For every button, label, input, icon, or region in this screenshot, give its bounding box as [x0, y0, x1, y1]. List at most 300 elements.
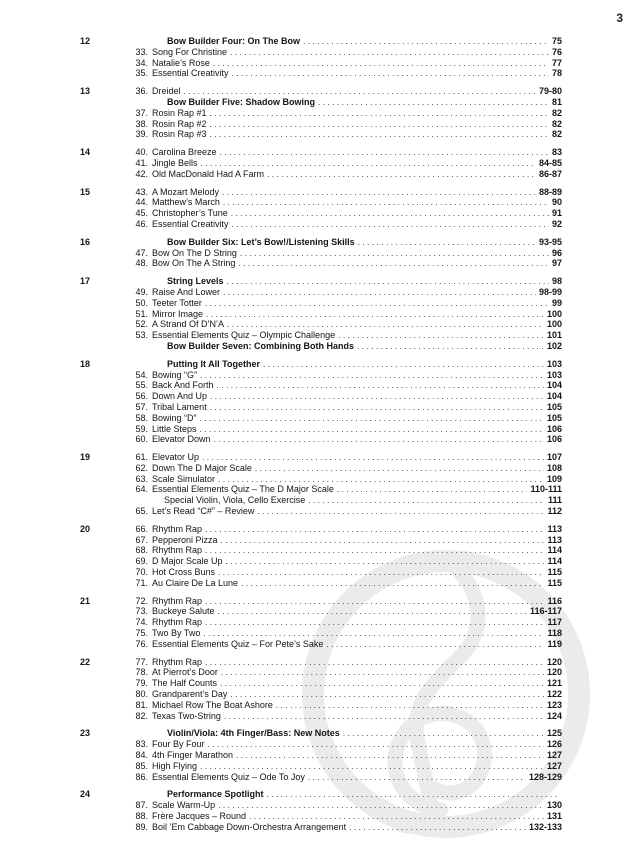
toc-entry: [130, 678, 562, 689]
dot-leader: [240, 248, 549, 259]
toc-entry: [130, 700, 562, 711]
entry-title: Back And Forth: [152, 380, 214, 391]
dot-leader: [267, 169, 536, 180]
dot-leader: [230, 47, 549, 58]
entry-title: Rhythm Rap: [152, 595, 203, 606]
toc-entry: [130, 36, 562, 47]
entry-title: High Flying: [152, 760, 198, 771]
entry-page: 103: [546, 369, 562, 380]
dot-leader: [338, 330, 544, 341]
toc-entry: [130, 667, 562, 678]
toc-entry: [130, 639, 562, 650]
entry-number: 67.: [135, 534, 148, 545]
entry-title: Bow Builder Seven: Combining Both Hands: [167, 340, 355, 351]
toc-entry: [130, 606, 562, 617]
entry-title: Pepperoni Pizza: [152, 534, 218, 545]
dot-leader: [226, 556, 545, 567]
entry-page: 82: [551, 118, 562, 129]
entry-page: 92: [551, 218, 562, 229]
entry-title: Au Claire De La Lune: [152, 577, 239, 588]
toc-section: [80, 452, 562, 517]
dot-leader: [205, 657, 544, 668]
entry-title: Essential Elements Quiz – The D Major Scale: [152, 484, 334, 495]
entry-page: 108: [546, 462, 562, 473]
entry-title: Four By Four: [152, 739, 205, 750]
unit-number: 16: [80, 236, 91, 247]
entry-number: 54.: [135, 369, 148, 380]
entry-number: 34.: [135, 57, 148, 68]
entry-page: 81: [551, 96, 562, 107]
dot-leader: [218, 606, 527, 617]
entry-title: Elevator Down: [152, 434, 211, 445]
entry-page: 128-129: [528, 771, 562, 782]
dot-leader: [202, 452, 544, 463]
dot-leader: [200, 413, 544, 424]
toc-entry: [130, 129, 562, 140]
entry-page: 78: [551, 68, 562, 79]
toc-entry: [130, 750, 562, 761]
dot-leader: [227, 276, 549, 287]
entry-title: Performance Spotlight: [167, 789, 264, 800]
unit-number: 21: [80, 595, 91, 606]
toc-entry: [130, 495, 562, 506]
entry-title: Putting It All Together: [167, 358, 260, 369]
dot-leader: [218, 474, 544, 485]
toc-section: [80, 524, 562, 589]
dot-leader: [255, 463, 544, 474]
entry-title: Two By Two: [152, 628, 201, 639]
entry-number: 59.: [135, 423, 148, 434]
entry-title: Mirror Image: [152, 308, 204, 319]
entry-page: 99: [551, 297, 562, 308]
entry-page: 115: [547, 567, 562, 578]
toc-entry: [130, 187, 562, 198]
entry-list: [130, 359, 562, 445]
toc-entry: [130, 452, 562, 463]
dot-leader: [220, 678, 544, 689]
toc-entry: [130, 402, 562, 413]
entry-number: 60.: [135, 434, 148, 445]
toc-entry: [130, 341, 562, 352]
dot-leader: [318, 97, 549, 108]
entry-page: 75: [551, 36, 562, 46]
entry-number: 70.: [135, 567, 148, 578]
toc-entry: [130, 330, 562, 341]
dot-leader: [220, 147, 549, 158]
entry-list: [130, 187, 562, 230]
entry-page: 106: [546, 423, 562, 434]
entry-page: 130: [546, 800, 562, 811]
toc-entry: [130, 370, 562, 381]
toc-section: [80, 147, 562, 179]
entry-page: 100: [546, 319, 562, 330]
unit-number: 22: [80, 656, 91, 667]
entry-page: 127: [546, 760, 562, 771]
entry-title: Christopher’s Tune: [152, 208, 228, 219]
entry-number: 75.: [135, 628, 148, 639]
entry-page: 93-95: [538, 236, 562, 247]
toc-entry: [130, 298, 562, 309]
unit-number: 19: [80, 452, 91, 463]
unit-number: 13: [80, 86, 91, 97]
unit-number: 23: [80, 728, 91, 739]
entry-title: Old MacDonald Had A Farm: [152, 168, 265, 179]
toc-entry: [130, 319, 562, 330]
entry-title: Essential Elements Quiz – Olympic Challenge: [152, 330, 336, 341]
toc-section: [80, 789, 562, 832]
entry-title: 4th Finger Marathon: [152, 750, 234, 761]
entry-number: 55.: [135, 380, 148, 391]
entry-number: 52.: [135, 319, 148, 330]
toc-entry: [130, 413, 562, 424]
entry-title: Rosin Rap #3: [152, 129, 207, 140]
page-number: 3: [616, 11, 623, 25]
entry-page: 88-89: [538, 186, 562, 197]
entry-title: Essential Creativity: [152, 68, 229, 79]
entry-title: Frère Jacques – Round: [152, 811, 247, 821]
entry-number: 41.: [135, 157, 148, 168]
toc-section: [80, 237, 562, 269]
toc-entry: [130, 628, 562, 639]
entry-title: Rhythm Rap: [152, 545, 203, 556]
dot-leader: [223, 197, 549, 208]
entry-number: 36.: [135, 86, 148, 97]
toc-entry: [130, 689, 562, 700]
entry-title: Buckeye Salute: [152, 606, 215, 617]
entry-page: 111: [547, 495, 562, 506]
entry-list: [130, 147, 562, 179]
entry-title: Natalie’s Rose: [152, 57, 210, 68]
entry-title: Scale Warm-Up: [152, 800, 216, 811]
dot-leader: [205, 596, 544, 607]
toc-entry: [130, 556, 562, 567]
toc-entry: [130, 391, 562, 402]
entry-number: 88.: [135, 811, 148, 821]
entry-page: 104: [546, 380, 562, 391]
toc-entry: [130, 108, 562, 119]
dot-leader: [308, 495, 545, 506]
entry-page: 91: [551, 208, 562, 219]
entry-number: 48.: [135, 258, 148, 269]
toc-entry: [130, 97, 562, 108]
toc-entry: [130, 147, 562, 158]
entry-title: Tribal Lament: [152, 401, 207, 412]
entry-page: 118: [547, 628, 562, 639]
toc-entry: [130, 86, 562, 97]
toc-entry: [130, 484, 562, 495]
toc-entry: [130, 535, 562, 546]
entry-list: [130, 452, 562, 517]
entry-page: 100: [546, 308, 562, 319]
entry-page: 116-117: [529, 606, 562, 617]
entry-page: 123: [546, 699, 562, 710]
toc-entry: [130, 276, 562, 287]
entry-list: [130, 524, 562, 589]
entry-title: Essential Elements Quiz – For Pete’s Sake: [152, 638, 324, 649]
toc-section: [80, 36, 562, 79]
entry-number: 66.: [135, 523, 148, 534]
entry-title: Dreidel: [152, 86, 181, 97]
entry-number: 51.: [135, 308, 148, 319]
dot-leader: [200, 424, 544, 435]
entry-number: 72.: [135, 595, 148, 606]
toc-entry: [130, 359, 562, 370]
dot-leader: [208, 739, 544, 750]
entry-number: 89.: [135, 821, 148, 832]
dot-leader: [218, 800, 544, 811]
entry-number: 81.: [135, 699, 148, 710]
entry-title: Michael Row The Boat Ashore: [152, 699, 273, 710]
dot-leader: [206, 309, 544, 320]
entry-title: Jingle Bells: [152, 157, 198, 168]
entry-page: 96: [551, 247, 562, 258]
entry-title: Violin/Viola: 4th Finger/Bass: New Notes: [167, 728, 340, 739]
entry-list: [130, 657, 562, 722]
entry-page: 112: [547, 506, 562, 517]
toc-section: [80, 728, 562, 782]
entry-title: Bow On The A String: [152, 258, 236, 269]
dot-leader: [263, 359, 544, 370]
entry-number: 84.: [135, 750, 148, 761]
dot-leader: [222, 187, 536, 198]
toc-entry: [130, 463, 562, 474]
toc-entry: [130, 380, 562, 391]
entry-page: 98-99: [538, 286, 562, 297]
entry-page: 106: [546, 434, 562, 445]
entry-title: Bow On The D String: [152, 247, 237, 258]
entry-number: 86.: [135, 771, 148, 782]
entry-title: Elevator Up: [152, 452, 200, 463]
dot-leader: [276, 700, 544, 711]
toc-section: [80, 657, 562, 722]
entry-number: 57.: [135, 401, 148, 412]
toc-entry: [130, 237, 562, 248]
toc-entry: [130, 524, 562, 535]
entry-page: 77: [551, 57, 562, 68]
entry-page: 125: [546, 728, 562, 739]
entry-page: 101: [546, 330, 562, 341]
dot-leader: [218, 567, 544, 578]
entry-page: 98: [551, 276, 562, 287]
toc: [80, 36, 562, 840]
entry-list: [130, 36, 562, 79]
toc-entry: [130, 822, 562, 833]
entry-page: 113: [547, 534, 562, 545]
entry-page: 86-87: [538, 168, 562, 179]
dot-leader: [343, 728, 544, 739]
toc-entry: [130, 208, 562, 219]
entry-number: 33.: [135, 46, 148, 57]
entry-page: 121: [546, 678, 562, 689]
unit-number: 24: [80, 789, 91, 800]
entry-number: 63.: [135, 473, 148, 484]
entry-title: Matthew’s March: [152, 197, 220, 208]
dot-leader: [249, 811, 544, 822]
entry-list: [130, 276, 562, 352]
toc-entry: [130, 506, 562, 517]
entry-title: D Major Scale Up: [152, 556, 223, 567]
entry-title: Carolina Breeze: [152, 147, 217, 158]
entry-title: Special Violin, Viola, Cello Exercise: [164, 495, 306, 506]
entry-page: 132-133: [528, 821, 562, 832]
dot-leader: [257, 506, 544, 517]
entry-page: 82: [551, 107, 562, 118]
entry-title: Bow Builder Six: Let’s Bow!/Listening Skills: [167, 236, 355, 247]
entry-page: 115: [547, 577, 562, 588]
entry-title: Let’s Read “C#” – Review: [152, 506, 255, 517]
dot-leader: [217, 380, 544, 391]
toc-entry: [130, 811, 562, 822]
entry-title: Hot Cross Buns: [152, 567, 216, 578]
entry-number: 73.: [135, 606, 148, 617]
entry-page: 109: [546, 473, 562, 484]
dot-leader: [303, 36, 549, 47]
entry-number: 42.: [135, 168, 148, 179]
entry-page: 114: [547, 556, 562, 567]
entry-title: Texas Two-String: [152, 710, 221, 721]
dot-leader: [205, 545, 544, 556]
entry-number: 58.: [135, 412, 148, 423]
toc-section: [80, 359, 562, 445]
dot-leader: [358, 237, 536, 248]
unit-number: 12: [80, 36, 91, 46]
dot-leader: [205, 298, 549, 309]
entry-number: 68.: [135, 545, 148, 556]
entry-title: The Half Counts: [152, 678, 218, 689]
entry-number: 40.: [135, 147, 148, 158]
entry-number: 79.: [135, 678, 148, 689]
entry-page: 104: [546, 391, 562, 402]
dot-leader: [232, 68, 549, 79]
toc-entry: [130, 789, 562, 800]
entry-page: 97: [551, 258, 562, 269]
entry-title: Essential Creativity: [152, 218, 229, 229]
toc-entry: [130, 596, 562, 607]
entry-page: 124: [546, 710, 562, 721]
toc-entry: [130, 219, 562, 230]
toc-section: [80, 187, 562, 230]
dot-leader: [267, 789, 559, 800]
entry-title: Scale Simulator: [152, 473, 216, 484]
entry-page: 90: [551, 197, 562, 208]
toc-entry: [130, 578, 562, 589]
entry-number: 47.: [135, 247, 148, 258]
entry-number: 53.: [135, 330, 148, 341]
dot-leader: [232, 219, 549, 230]
dot-leader: [326, 639, 544, 650]
entry-number: 85.: [135, 760, 148, 771]
toc-entry: [130, 248, 562, 259]
toc-section: [80, 276, 562, 352]
entry-page: 83: [551, 147, 562, 158]
dot-leader: [213, 58, 549, 69]
unit-number: 17: [80, 276, 91, 287]
entry-title: Rosin Rap #1: [152, 107, 207, 118]
entry-number: 38.: [135, 118, 148, 129]
entry-title: Song For Christine: [152, 46, 228, 57]
dot-leader: [205, 524, 544, 535]
entry-page: 84-85: [538, 157, 562, 168]
toc-entry: [130, 68, 562, 79]
entry-number: 35.: [135, 68, 148, 79]
entry-number: 69.: [135, 556, 148, 567]
entry-number: 43.: [135, 186, 148, 197]
unit-number: 20: [80, 523, 91, 534]
toc-entry: [130, 545, 562, 556]
entry-page: 103: [546, 358, 562, 369]
entry-number: 74.: [135, 617, 148, 628]
toc-entry: [130, 474, 562, 485]
entry-number: 56.: [135, 391, 148, 402]
entry-page: 105: [546, 401, 562, 412]
dot-leader: [224, 711, 544, 722]
dot-leader: [349, 822, 526, 833]
toc-entry: [130, 728, 562, 739]
entry-title: Teeter Totter: [152, 297, 202, 308]
entry-page: 131: [546, 811, 562, 821]
dot-leader: [205, 617, 544, 628]
dot-leader: [210, 391, 544, 402]
entry-title: Rosin Rap #2: [152, 118, 207, 129]
entry-title: Raise And Lower: [152, 286, 221, 297]
entry-title: At Pierrot’s Door: [152, 667, 218, 678]
dot-leader: [236, 750, 544, 761]
entry-list: [130, 86, 562, 140]
entry-page: 76: [551, 46, 562, 57]
entry-title: Rhythm Rap: [152, 617, 203, 628]
dot-leader: [200, 370, 544, 381]
toc-section: [80, 596, 562, 650]
entry-title: A Mozart Melody: [152, 186, 220, 197]
entry-page: 102: [546, 340, 562, 351]
unit-number: 14: [80, 147, 91, 158]
entry-title: Rhythm Rap: [152, 656, 203, 667]
toc-entry: [130, 287, 562, 298]
entry-title: Bow Builder Five: Shadow Bowing: [167, 96, 316, 107]
entry-page: 114: [547, 545, 562, 556]
dot-leader: [357, 341, 544, 352]
toc-entry: [130, 169, 562, 180]
dot-leader: [210, 129, 549, 140]
dot-leader: [200, 761, 544, 772]
entry-title: Down And Up: [152, 391, 208, 402]
entry-number: 49.: [135, 286, 148, 297]
entry-number: 62.: [135, 462, 148, 473]
toc-entry: [130, 711, 562, 722]
toc-entry: [130, 424, 562, 435]
entry-number: 71.: [135, 577, 148, 588]
entry-page: 120: [546, 667, 562, 678]
dot-leader: [184, 86, 536, 97]
toc-entry: [130, 434, 562, 445]
entry-page: 79-80: [538, 86, 562, 97]
toc-entry: [130, 58, 562, 69]
entry-page: 120: [546, 656, 562, 667]
entry-number: 77.: [135, 656, 148, 667]
dot-leader: [214, 434, 544, 445]
dot-leader: [223, 287, 536, 298]
entry-number: 80.: [135, 689, 148, 700]
entry-page: 82: [551, 129, 562, 140]
entry-title: Bow Builder Four: On The Bow: [167, 36, 300, 46]
dot-leader: [210, 119, 549, 130]
dot-leader: [203, 628, 544, 639]
toc-entry: [130, 657, 562, 668]
entry-number: 50.: [135, 297, 148, 308]
entry-number: 65.: [135, 506, 148, 517]
toc-entry: [130, 772, 562, 783]
dot-leader: [231, 208, 549, 219]
